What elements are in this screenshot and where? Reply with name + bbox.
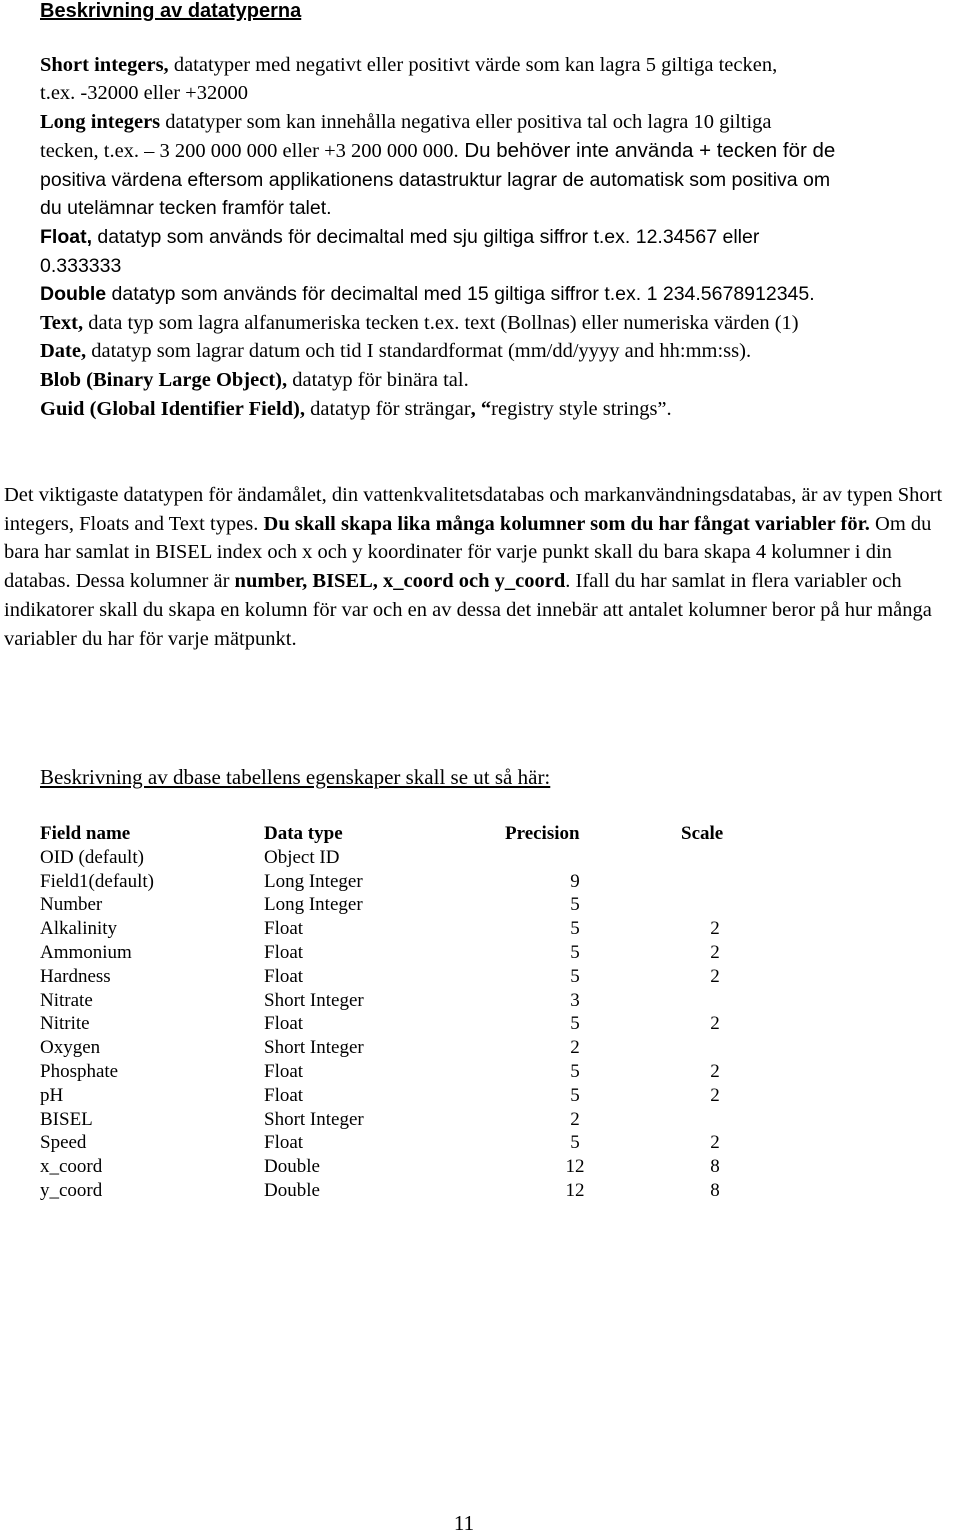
section-heading: Beskrivning av datatyperna xyxy=(40,0,302,22)
cell-field-name: Ammonium xyxy=(40,941,132,963)
paragraph-emphasis: number, BISEL, x_coord och y_coord xyxy=(234,570,566,593)
cell-field-name: x_coord xyxy=(40,1156,103,1178)
cell-field-name: BISEL xyxy=(40,1108,93,1130)
datatype-guid xyxy=(40,395,672,423)
cell-field-name: OID (default) xyxy=(40,846,144,868)
cell-field-name: Field1(default) xyxy=(40,870,154,892)
cell-data-type: Short Integer xyxy=(264,1037,364,1059)
desc-double: datatyp som används för decimaltal med 15 giltiga siffror t.ex. 1 234.5678912345. xyxy=(106,283,815,305)
desc-date: datatyp som lagrar datum och tid I standardformat (mm/dd/yyyy and hh:mm:ss). xyxy=(86,340,752,362)
cell-scale: 8 xyxy=(710,1179,720,1201)
cell-data-type: Double xyxy=(264,1179,320,1201)
term-short: Short integers, xyxy=(40,54,169,76)
cell-precision: 5 xyxy=(570,1013,580,1035)
cell-precision: 5 xyxy=(570,894,580,916)
cell-field-name: Oxygen xyxy=(40,1037,101,1059)
cell-data-type: Float xyxy=(264,1132,304,1154)
cell-field-name: y_coord xyxy=(40,1179,103,1201)
datatype-text xyxy=(40,309,799,337)
datatype-long xyxy=(40,108,772,136)
datatype-float-cont: 0.333333 xyxy=(40,255,122,277)
cell-scale: 2 xyxy=(710,1060,720,1082)
cell-precision: 12 xyxy=(565,1156,585,1178)
desc-long-cont-sans: Du behöver inte använda + tecken för de xyxy=(458,139,836,162)
paragraph-part: Om du bara har samlat in BISEL index och x och y koordinater för varje punkt skall du bara skapa 4 kolumner i din databas. Dessa kolumner är xyxy=(4,512,932,593)
paragraph-part: . Ifall du har samlat in flera variabler och indikatorer skall du skapa en kolumn för var och en av dessa det innebär att antalet kolumner beror på hur många variabler du har för varje mätpunkt. xyxy=(4,570,932,650)
page-number: 11 xyxy=(453,1511,475,1535)
term-text: Text, xyxy=(40,312,84,334)
term-date: Date, xyxy=(40,340,87,362)
cell-precision: 2 xyxy=(570,1108,580,1130)
desc-long: datatyper som kan innehålla negativa eller positiva tal och lagra 10 giltiga xyxy=(160,111,772,133)
table-title: Beskrivning av dbase tabellens egenskaper skall se ut så här: xyxy=(40,765,551,789)
datatype-blob xyxy=(40,366,469,394)
cell-data-type: Float xyxy=(264,1013,304,1035)
cell-precision: 9 xyxy=(570,870,580,892)
cell-field-name: Number xyxy=(40,894,103,916)
body-paragraph xyxy=(4,481,944,653)
term-guid: Guid (Global Identifier Field), xyxy=(40,398,305,420)
paragraph-part: Det viktigaste datatypen för ändamålet, din vattenkvalitetsdatabas och markanvändningsdatabas, är av typen Short integers, Floats and Text types. xyxy=(4,484,943,535)
desc-guid-strings: registry style strings”. xyxy=(491,398,672,420)
cell-data-type: Short Integer xyxy=(264,989,364,1011)
term-blob: Blob (Binary Large Object), xyxy=(40,369,288,391)
cell-precision: 12 xyxy=(565,1179,585,1201)
cell-field-name: Alkalinity xyxy=(40,918,118,940)
cell-precision: 5 xyxy=(570,1084,580,1106)
datatype-long-cont3: du utelämnar tecken framför talet. xyxy=(40,197,332,219)
cell-data-type: Float xyxy=(264,965,304,987)
cell-scale: 2 xyxy=(710,1084,720,1106)
term-long: Long integers xyxy=(40,111,161,133)
cell-data-type: Long Integer xyxy=(264,870,363,892)
datatype-double xyxy=(40,280,815,308)
cell-precision: 2 xyxy=(570,1037,580,1059)
cell-precision: 5 xyxy=(570,1132,580,1154)
cell-scale: 2 xyxy=(710,1132,720,1154)
cell-precision: 5 xyxy=(570,941,580,963)
desc-short: datatyper med negativt eller positivt värde som kan lagra 5 giltiga tecken, xyxy=(168,54,778,76)
cell-data-type: Long Integer xyxy=(264,894,363,916)
cell-field-name: Nitrate xyxy=(40,989,93,1011)
datatype-float xyxy=(40,223,759,251)
desc-blob: datatyp för binära tal. xyxy=(287,369,469,391)
datatype-short-cont: t.ex. -32000 eller +32000 xyxy=(40,82,248,104)
header-data-type: Data type xyxy=(264,823,343,844)
desc-long-cont-serif: tecken, t.ex. – 3 200 000 000 eller +3 200 000 000. xyxy=(40,140,459,162)
datatype-long-cont2: positiva värdena eftersom applikationens datastruktur lagrar de automatisk som positiva om xyxy=(40,169,831,191)
datatype-date xyxy=(40,337,751,365)
cell-data-type: Object ID xyxy=(264,846,340,868)
cell-precision: 3 xyxy=(570,989,580,1011)
term-double: Double xyxy=(40,283,107,305)
cell-data-type: Float xyxy=(264,1060,304,1082)
cell-precision: 5 xyxy=(570,965,580,987)
cell-scale: 2 xyxy=(710,918,720,940)
cell-field-name: pH xyxy=(40,1084,64,1106)
cell-data-type: Float xyxy=(264,918,304,940)
header-precision: Precision xyxy=(505,823,580,844)
cell-data-type: Float xyxy=(264,1084,304,1106)
cell-precision: 5 xyxy=(570,1060,580,1082)
header-scale: Scale xyxy=(681,823,724,844)
cell-scale: 2 xyxy=(710,941,720,963)
datatype-long-cont1 xyxy=(40,137,835,165)
cell-scale: 2 xyxy=(710,1013,720,1035)
cell-data-type: Double xyxy=(264,1156,320,1178)
cell-data-type: Float xyxy=(264,941,304,963)
term-float: Float, xyxy=(40,226,92,248)
cell-scale: 8 xyxy=(710,1156,720,1178)
cell-field-name: Hardness xyxy=(40,965,111,987)
header-field-name: Field name xyxy=(40,823,131,844)
desc-guid-quote: “ xyxy=(475,398,492,420)
desc-text: data typ som lagra alfanumeriska tecken t.ex. text (Bollnas) eller numeriska värden (1) xyxy=(83,312,799,334)
desc-float: datatyp som används för decimaltal med sju giltiga siffror t.ex. 12.34567 eller xyxy=(92,226,760,248)
cell-field-name: Phosphate xyxy=(40,1060,119,1082)
cell-precision: 5 xyxy=(570,918,580,940)
desc-guid: datatyp för strängar xyxy=(305,398,471,420)
desc-guid-comma: , xyxy=(470,398,476,420)
cell-field-name: Nitrite xyxy=(40,1013,90,1035)
cell-data-type: Short Integer xyxy=(264,1108,364,1130)
datatype-short xyxy=(40,51,777,79)
cell-scale: 2 xyxy=(710,965,720,987)
cell-field-name: Speed xyxy=(40,1132,87,1154)
paragraph-emphasis: Du skall skapa lika många kolumner som du har fångat variabler för. xyxy=(263,512,870,535)
